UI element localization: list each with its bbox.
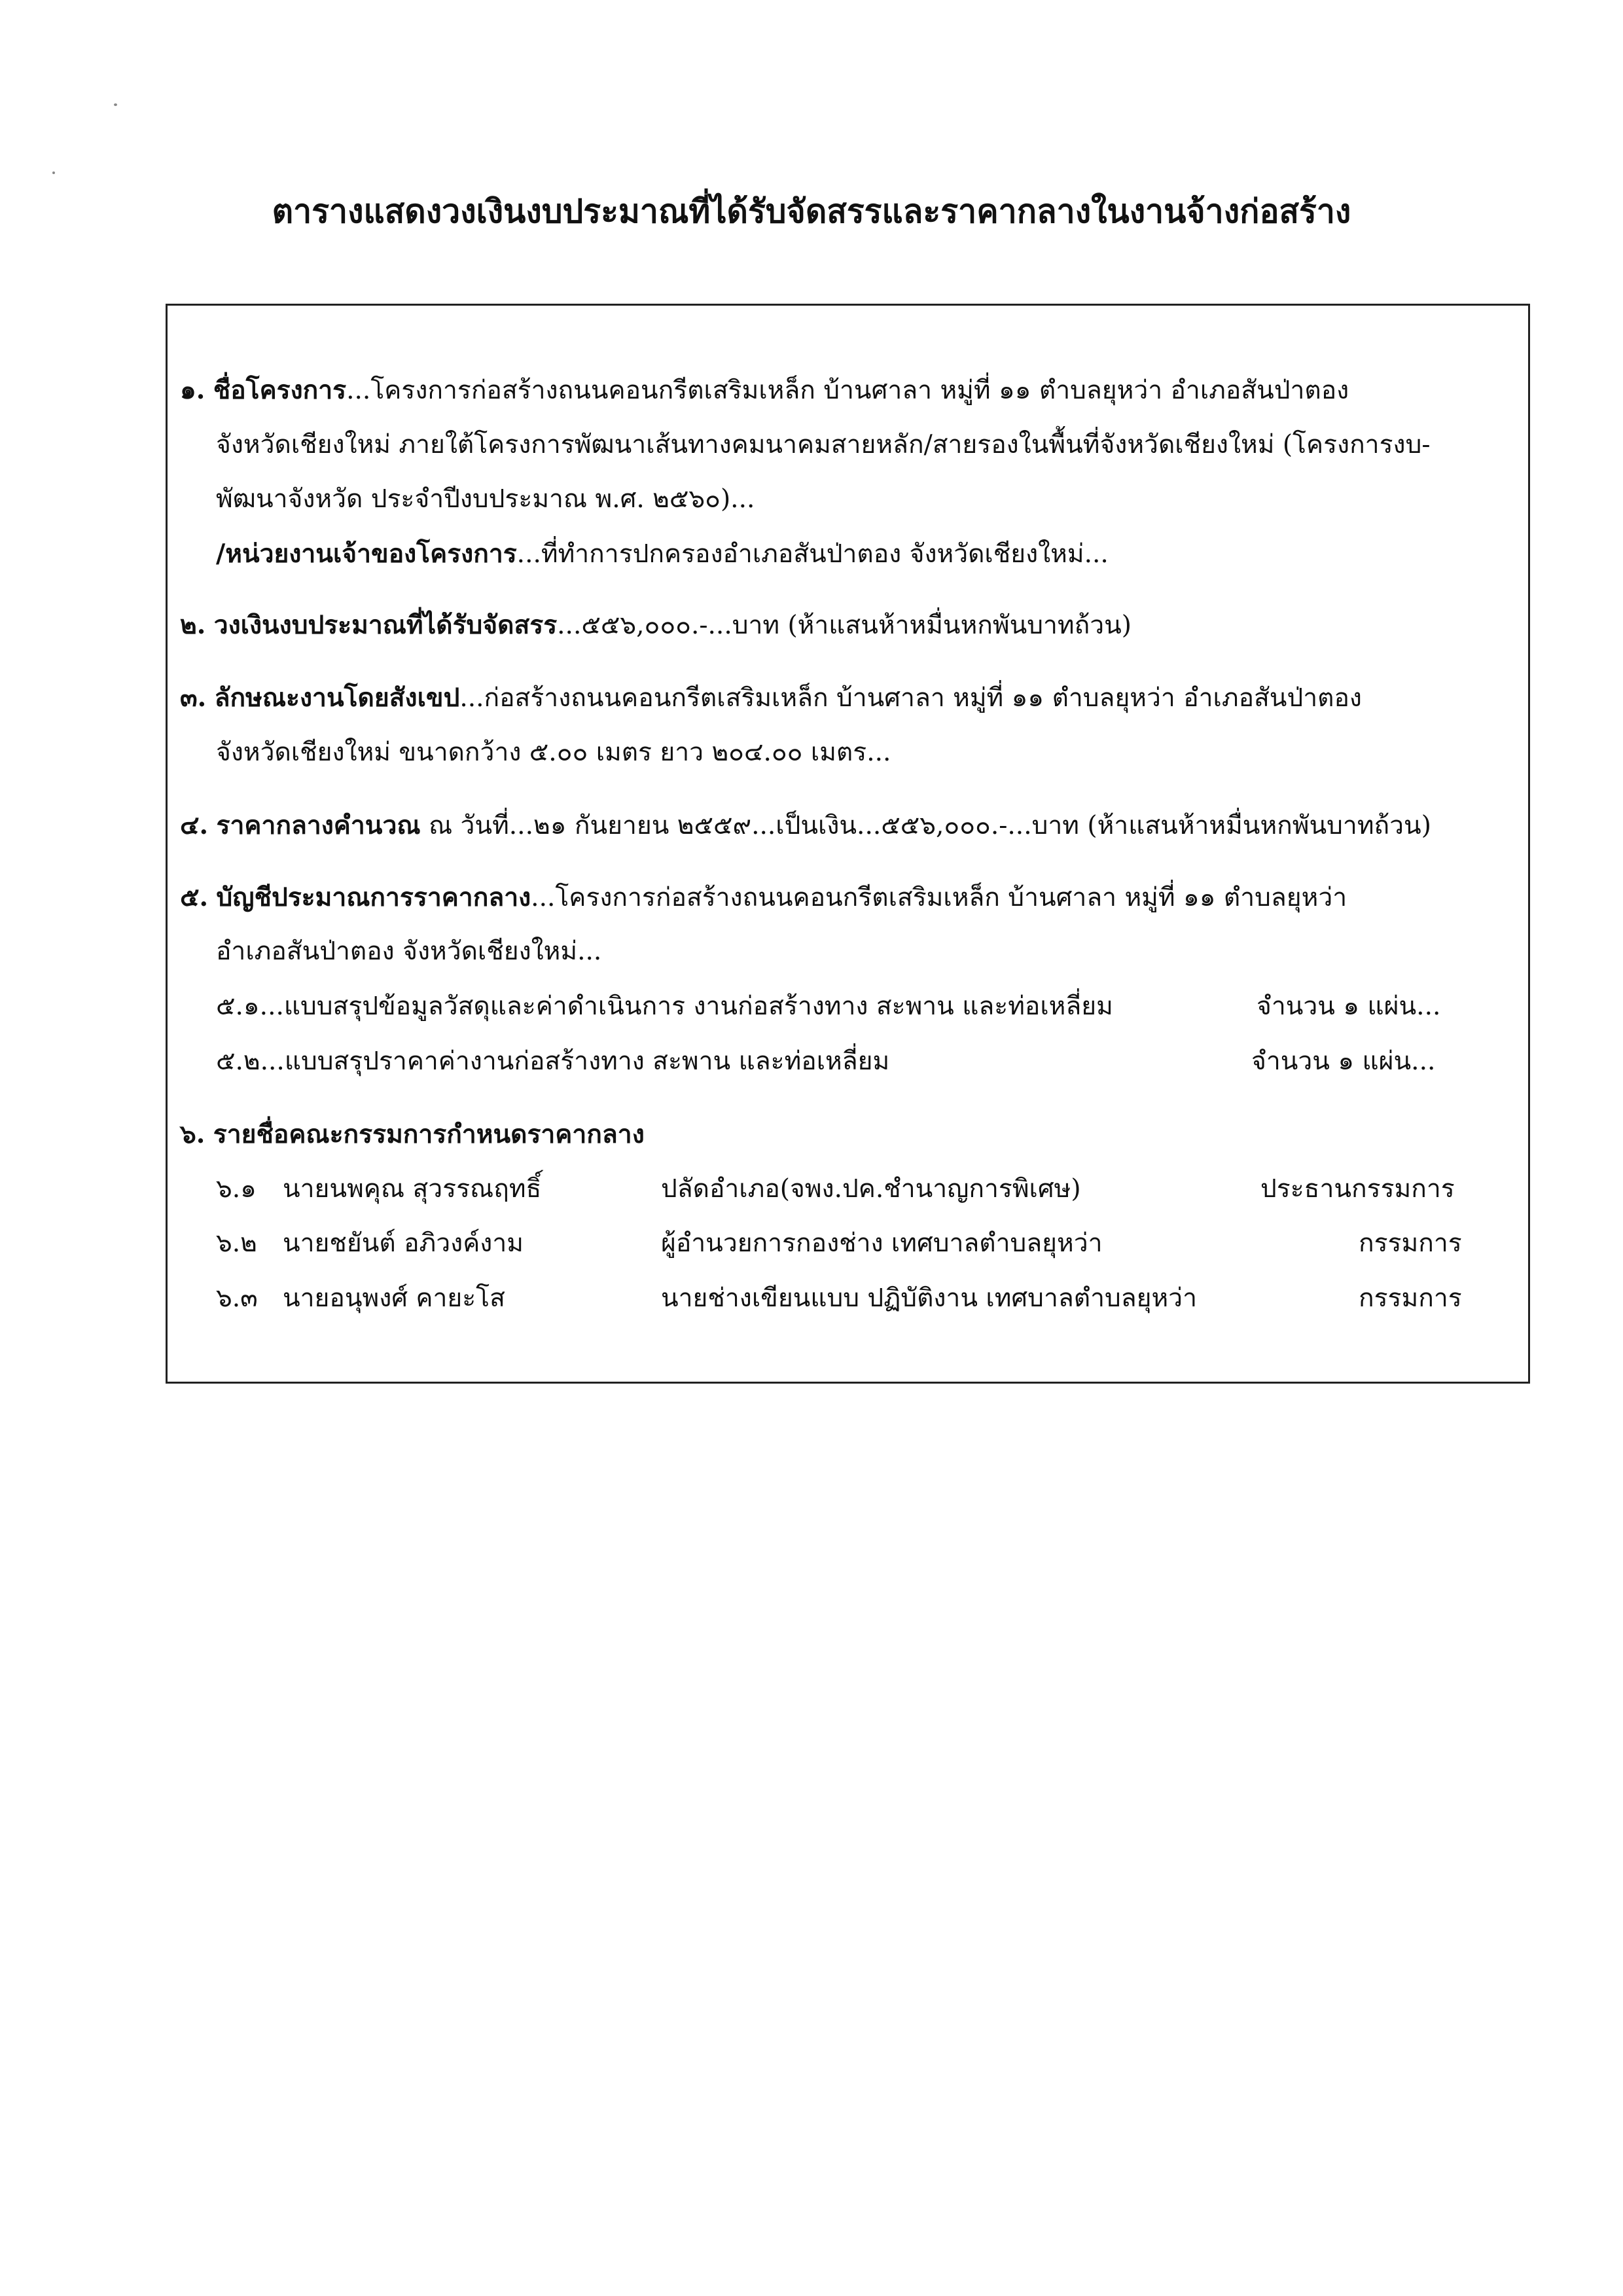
member-role: กรรมการ bbox=[1359, 1229, 1462, 1258]
section-3-number: ๓. bbox=[180, 683, 207, 713]
section-1-text: ...โครงการก่อสร้างถนนคอนกรีตเสริมเหล็ก บ้านศาลา หมู่ที่ ๑๑ ตำบลยุหว่า อำเภอสันป่าตอง bbox=[346, 376, 1349, 405]
member-name: นายนพคุณ สุวรรณฤทธิ์ bbox=[283, 1174, 542, 1204]
member-number: ๖.๒ bbox=[216, 1229, 257, 1258]
section-1-heading: ชื่อโครงการ bbox=[213, 375, 347, 405]
scan-speck bbox=[114, 103, 117, 106]
section-2-heading: วงเงินงบประมาณที่ได้รับจัดสรร bbox=[213, 610, 558, 640]
owner-value: ...ที่ทำการปกครองอำเภอสันป่าตอง จังหวัดเชียงใหม่... bbox=[516, 539, 1109, 569]
section-5-line-1 bbox=[180, 879, 1347, 916]
section-3-heading: ลักษณะงานโดยสังเขป bbox=[214, 683, 460, 713]
section-5-number: ๕. bbox=[180, 882, 209, 912]
member-number: ๖.๑ bbox=[216, 1174, 257, 1204]
section-2 bbox=[180, 607, 1132, 644]
median-price-value: ณ วันที่...๒๑ กันยายน ๒๕๕๙...เป็นเงิน...๕๕๖,๐๐๐.-...บาท (ห้าแสนห้าหมื่นหกพันบาทถ้วน) bbox=[420, 811, 1431, 840]
member-position: ปลัดอำเภอ(จพง.ปค.ชำนาญการพิเศษ) bbox=[661, 1174, 1081, 1204]
section-2-number: ๒. bbox=[180, 610, 206, 640]
member-position: ผู้อำนวยการกองช่าง เทศบาลตำบลยุหว่า bbox=[661, 1229, 1103, 1258]
section-3-line-2: จังหวัดเชียงใหม่ ขนาดกว้าง ๕.๐๐ เมตร ยาว ๒๐๔.๐๐ เมตร... bbox=[216, 738, 891, 767]
section-1-owner bbox=[216, 535, 1109, 573]
budget-value: ...๕๕๖,๐๐๐.-...บาท (ห้าแสนห้าหมื่นหกพันบาทถ้วน) bbox=[557, 611, 1132, 640]
section-3-text: ...ก่อสร้างถนนคอนกรีตเสริมเหล็ก บ้านศาลา หมู่ที่ ๑๑ ตำบลยุหว่า อำเภอสันป่าตอง bbox=[459, 683, 1362, 713]
section-1-line-1 bbox=[180, 372, 1349, 409]
section-1-number: ๑. bbox=[180, 375, 205, 405]
section-4 bbox=[180, 807, 1431, 844]
scan-speck bbox=[52, 171, 55, 174]
member-role: ประธานกรรมการ bbox=[1260, 1174, 1455, 1204]
section-1-line-3: พัฒนาจังหวัด ประจำปีงบประมาณ พ.ศ. ๒๕๖๐)... bbox=[216, 484, 755, 514]
estimate-item-desc: ๕.๑...แบบสรุปข้อมูลวัสดุและค่าดำเนินการ งานก่อสร้างทาง สะพาน และท่อเหลี่ยม bbox=[216, 992, 1113, 1021]
section-6-number: ๖. bbox=[180, 1119, 205, 1149]
member-position: นายช่างเขียนแบบ ปฏิบัติงาน เทศบาลตำบลยุหว่า bbox=[661, 1283, 1197, 1313]
section-6-heading-line bbox=[180, 1116, 645, 1153]
estimate-item-desc: ๕.๒...แบบสรุปราคาค่างานก่อสร้างทาง สะพาน และท่อเหลี่ยม bbox=[216, 1047, 890, 1076]
page-title: ตารางแสดงวงเงินงบประมาณที่ได้รับจัดสรรและราคากลางในงานจ้างก่อสร้าง bbox=[272, 192, 1351, 230]
section-4-heading: ราคากลางคำนวณ bbox=[216, 810, 421, 840]
section-1-line-2: จังหวัดเชียงใหม่ ภายใต้โครงการพัฒนาเส้นทางคมนาคมสายหลัก/สายรองในพื้นที่จังหวัดเชียงใหม่ (โครงการงบ- bbox=[216, 430, 1431, 459]
owner-heading: /หน่วยงานเจ้าของโครงการ bbox=[216, 539, 517, 569]
estimate-item-qty: จำนวน ๑ แผ่น... bbox=[1251, 1047, 1436, 1076]
section-3-line-1 bbox=[180, 679, 1362, 717]
member-name: นายชยันต์ อภิวงค์งาม bbox=[283, 1229, 524, 1258]
section-5-heading: บัญชีประมาณการราคากลาง bbox=[216, 882, 531, 912]
estimate-item-qty: จำนวน ๑ แผ่น... bbox=[1257, 992, 1441, 1021]
member-name: นายอนุพงศ์ คายะโส bbox=[283, 1283, 505, 1313]
section-5-line-2: อำเภอสันป่าตอง จังหวัดเชียงใหม่... bbox=[216, 937, 602, 966]
section-5-text: ...โครงการก่อสร้างถนนคอนกรีตเสริมเหล็ก บ้านศาลา หมู่ที่ ๑๑ ตำบลยุหว่า bbox=[531, 883, 1347, 912]
member-number: ๖.๓ bbox=[216, 1283, 258, 1313]
member-role: กรรมการ bbox=[1359, 1283, 1462, 1313]
section-4-number: ๔. bbox=[180, 810, 209, 840]
section-6-heading: รายชื่อคณะกรรมการกำหนดราคากลาง bbox=[213, 1119, 645, 1149]
